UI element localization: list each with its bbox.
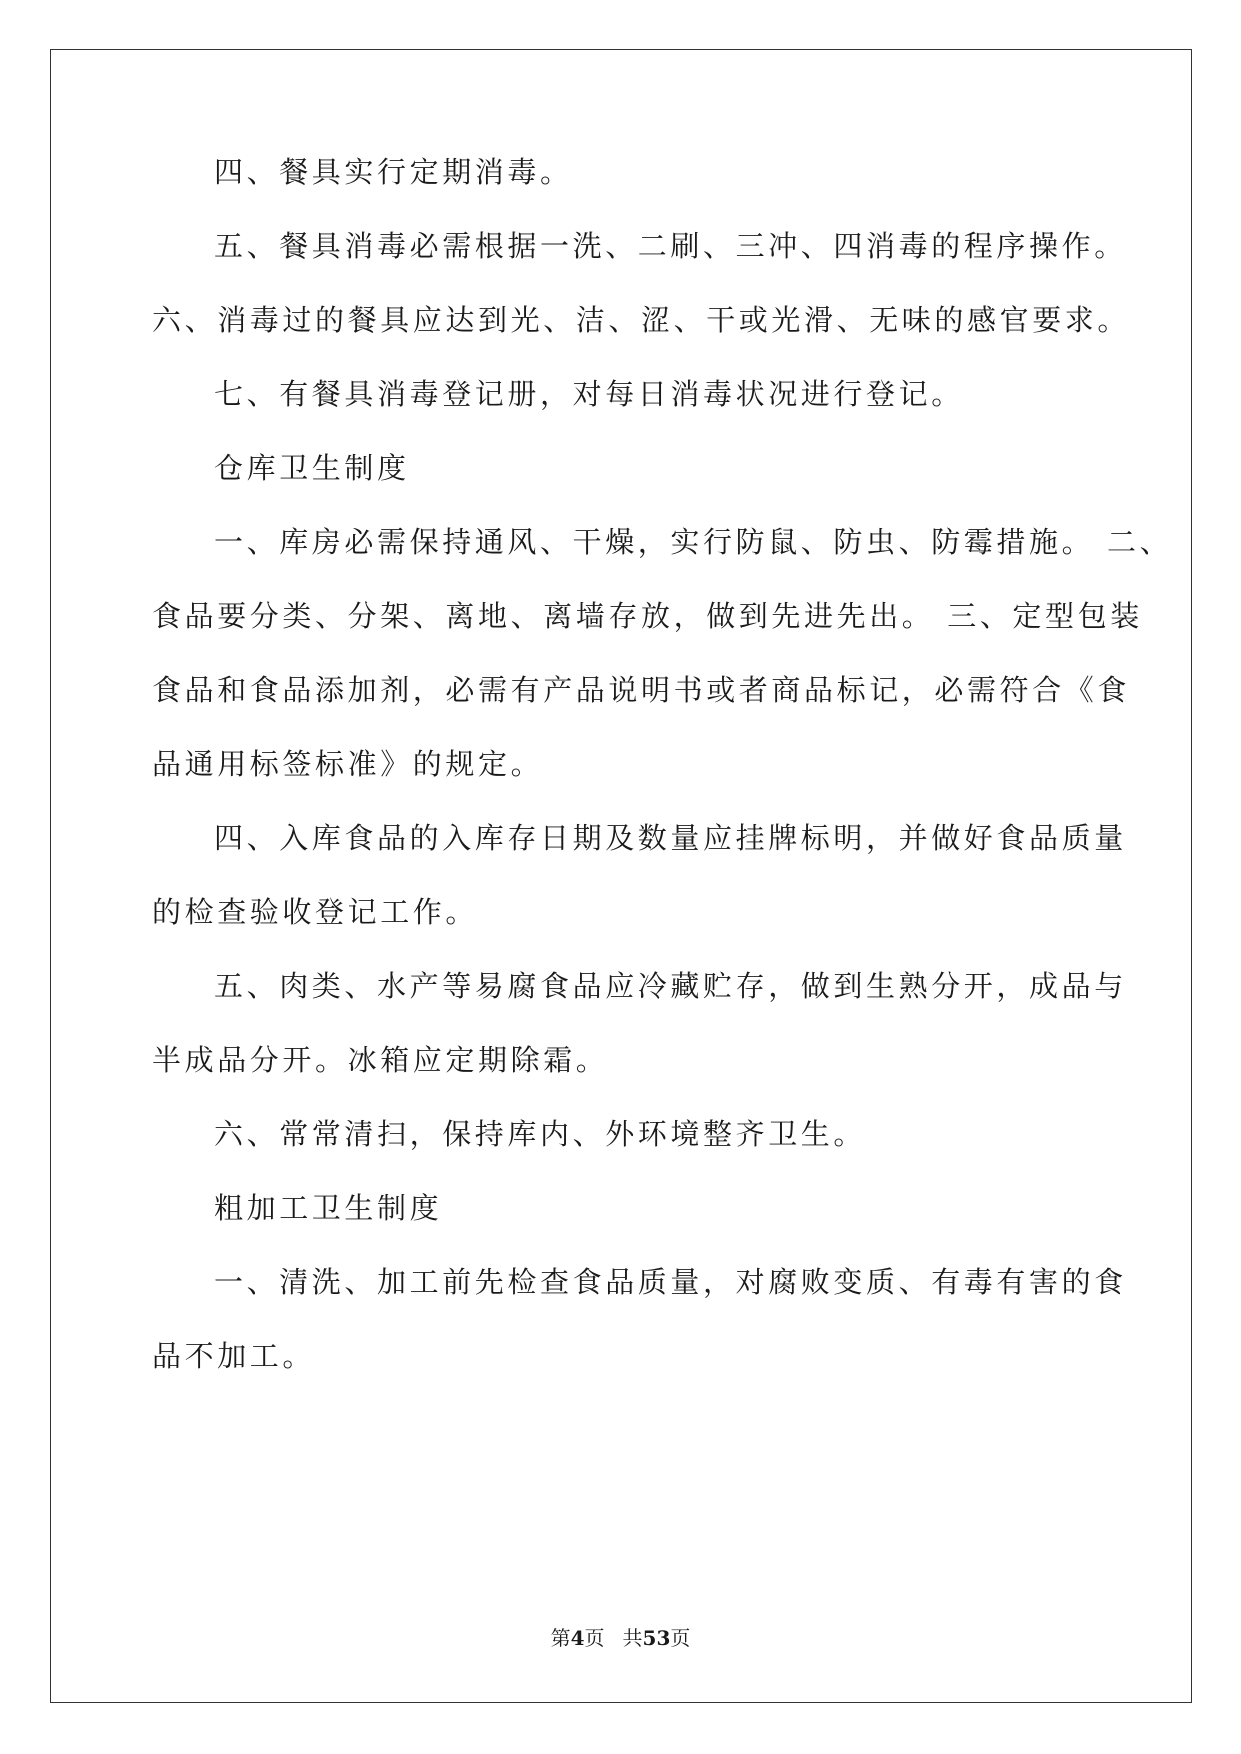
paragraph-line: 四、餐具实行定期消毒。 <box>214 155 573 189</box>
page-suffix: 页 <box>584 1626 605 1650</box>
total-suffix: 页 <box>670 1626 691 1650</box>
paragraph-line: 食品和食品添加剂，必需有产品说明书或者商品标记，必需符合《食 <box>152 673 1131 707</box>
paragraph-line: 一、库房必需保持通风、干燥，实行防鼠、防虫、防霉措施。 二、 <box>214 525 1173 559</box>
page-number: 4 <box>570 1626 585 1650</box>
paragraph-line: 四、入库食品的入库存日期及数量应挂牌标明，并做好食品质量 <box>214 821 1127 855</box>
paragraph-line: 品通用标签标准》的规定。 <box>152 747 544 781</box>
paragraph-line: 七、有餐具消毒登记册，对每日消毒状况进行登记。 <box>214 377 964 411</box>
paragraph-line: 六、常常清扫，保持库内、外环境整齐卫生。 <box>214 1117 867 1151</box>
paragraph-line: 食品要分类、分架、离地、离墙存放，做到先进先出。 三、定型包装 <box>152 599 1143 633</box>
total-pages: 53 <box>642 1626 671 1650</box>
page-prefix: 第 <box>550 1626 571 1650</box>
paragraph-line: 一、清洗、加工前先检查食品质量，对腐败变质、有毒有害的食 <box>214 1265 1127 1299</box>
paragraph-line: 五、餐具消毒必需根据一洗、二刷、三冲、四消毒的程序操作。 <box>214 229 1127 263</box>
paragraph-line: 六、消毒过的餐具应达到光、洁、涩、干或光滑、无味的感官要求。 <box>152 303 1131 337</box>
section-heading: 粗加工卫生制度 <box>214 1191 443 1225</box>
paragraph-line: 的检查验收登记工作。 <box>152 895 479 929</box>
paragraph-line: 五、肉类、水产等易腐食品应冷藏贮存，做到生熟分开，成品与 <box>214 969 1127 1003</box>
section-heading: 仓库卫生制度 <box>214 451 410 485</box>
page-border <box>50 49 1192 1703</box>
total-prefix: 共 <box>622 1626 643 1650</box>
paragraph-line: 品不加工。 <box>152 1339 316 1373</box>
page-footer <box>0 1626 1241 1650</box>
paragraph-line: 半成品分开。冰箱应定期除霜。 <box>152 1043 609 1077</box>
